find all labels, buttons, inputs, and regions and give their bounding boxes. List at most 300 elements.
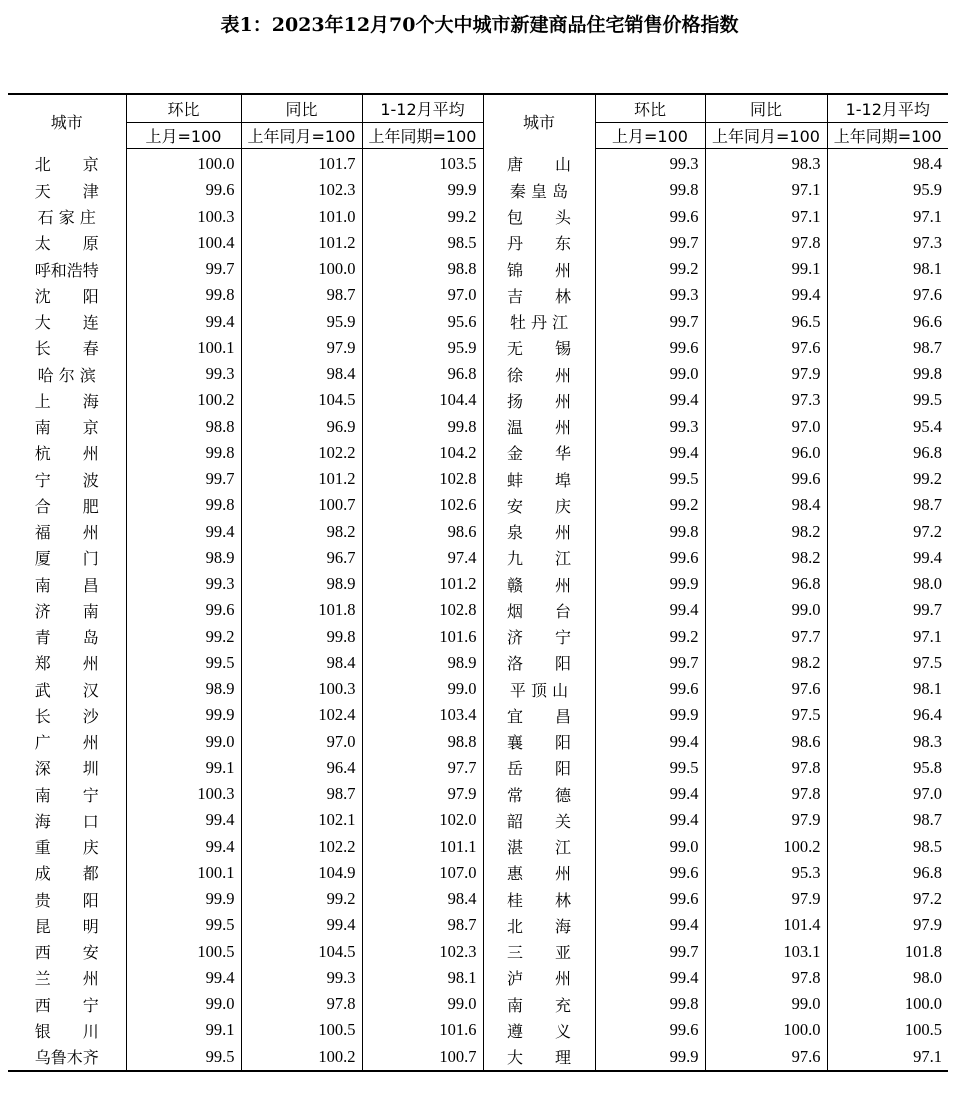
cell-mom-right: 99.0 [595, 361, 705, 387]
header-mom-base-right: 上月=100 [595, 123, 705, 149]
cell-mom-right: 99.8 [595, 177, 705, 203]
cell-yoy-left: 101.0 [241, 204, 362, 230]
table-row [8, 414, 948, 440]
cell-mom-left: 100.5 [126, 939, 241, 965]
cell-avg-right: 98.0 [913, 574, 942, 594]
cell-avg-left: 101.2 [362, 571, 483, 597]
cell-mom-left: 99.3 [126, 571, 241, 597]
table-row [8, 1017, 948, 1043]
cell-city-right: 平 顶 山 [483, 676, 595, 702]
cell-mom-left: 99.7 [126, 466, 241, 492]
cell-yoy-left: 101.2 [241, 230, 362, 256]
cell-avg-left: 99.2 [362, 204, 483, 230]
cell-yoy-left: 100.5 [241, 1017, 362, 1043]
cell-avg-left: 99.9 [362, 177, 483, 203]
cell-mom-right: 99.9 [595, 1044, 705, 1071]
table-row [8, 177, 948, 203]
cell-yoy-left: 100.0 [241, 256, 362, 282]
cell-avg-left: 97.4 [362, 545, 483, 571]
cell-mom-right: 99.2 [595, 492, 705, 518]
table-row [8, 335, 948, 361]
cell-mom-right: 99.4 [595, 965, 705, 991]
cell-avg-left: 104.2 [362, 440, 483, 466]
cell-mom-left: 99.5 [126, 912, 241, 938]
cell-avg-right: 101.8 [904, 941, 942, 961]
cell-yoy-left: 99.3 [241, 965, 362, 991]
cell-yoy-left: 98.2 [241, 519, 362, 545]
cell-avg-left: 102.8 [362, 597, 483, 623]
cell-avg-left: 102.3 [362, 939, 483, 965]
cell-avg-right: 97.9 [913, 915, 942, 935]
cell-yoy-right: 98.2 [705, 545, 827, 571]
cell-city-left: 兰 州 [8, 965, 126, 991]
cell-mom-right: 99.4 [595, 440, 705, 466]
cell-avg-left: 97.9 [362, 781, 483, 807]
table-header [8, 94, 948, 149]
cell-mom-left: 98.8 [126, 414, 241, 440]
cell-city-right: 韶 关 [483, 807, 595, 833]
header-mom-right: 环比 [595, 94, 705, 123]
cell-yoy-left: 102.2 [241, 440, 362, 466]
cell-avg-right: 95.4 [913, 416, 942, 436]
cell-yoy-right: 97.3 [705, 387, 827, 413]
cell-city-left: 济 南 [8, 597, 126, 623]
cell-yoy-right: 97.0 [705, 414, 827, 440]
table-row [8, 965, 948, 991]
cell-mom-left: 99.3 [126, 361, 241, 387]
table-row [8, 256, 948, 282]
cell-city-left: 长 春 [8, 335, 126, 361]
cell-avg-left: 103.4 [362, 702, 483, 728]
table-row [8, 230, 948, 256]
cell-yoy-left: 98.7 [241, 781, 362, 807]
cell-avg-right: 98.5 [913, 836, 942, 856]
cell-mom-right: 99.7 [595, 230, 705, 256]
cell-city-left: 天 津 [8, 177, 126, 203]
cell-city-right: 包 头 [483, 204, 595, 230]
cell-city-left: 西 宁 [8, 991, 126, 1017]
table-row [8, 729, 948, 755]
cell-avg-right: 97.3 [913, 232, 942, 252]
cell-city-left: 郑 州 [8, 650, 126, 676]
cell-mom-left: 99.4 [126, 807, 241, 833]
cell-city-right: 三 亚 [483, 939, 595, 965]
cell-avg-right: 97.6 [913, 285, 942, 305]
cell-yoy-left: 101.7 [241, 149, 362, 178]
cell-yoy-right: 97.8 [705, 781, 827, 807]
cell-city-right: 泸 州 [483, 965, 595, 991]
table-row [8, 309, 948, 335]
cell-avg-left: 101.6 [362, 624, 483, 650]
table-row [8, 991, 948, 1017]
cell-city-left: 广 州 [8, 729, 126, 755]
cell-city-right: 泉 州 [483, 519, 595, 545]
cell-avg-right: 100.0 [904, 994, 942, 1014]
cell-yoy-right: 96.5 [705, 309, 827, 335]
cell-city-left: 北 京 [8, 149, 126, 178]
cell-city-left: 成 都 [8, 860, 126, 886]
table-row [8, 361, 948, 387]
cell-yoy-left: 98.7 [241, 282, 362, 308]
cell-city-left: 南 宁 [8, 781, 126, 807]
cell-city-right: 南 充 [483, 991, 595, 1017]
cell-yoy-left: 100.2 [241, 1044, 362, 1071]
cell-avg-left: 101.6 [362, 1017, 483, 1043]
cell-city-left: 深 圳 [8, 755, 126, 781]
cell-city-right: 赣 州 [483, 571, 595, 597]
cell-city-right: 丹 东 [483, 230, 595, 256]
cell-yoy-left: 97.8 [241, 991, 362, 1017]
cell-yoy-left: 100.3 [241, 676, 362, 702]
cell-yoy-left: 96.4 [241, 755, 362, 781]
cell-yoy-left: 104.9 [241, 860, 362, 886]
header-yoy-base-left: 上年同月=100 [241, 123, 362, 149]
cell-mom-right: 99.7 [595, 309, 705, 335]
cell-city-left: 西 安 [8, 939, 126, 965]
cell-yoy-left: 102.1 [241, 807, 362, 833]
cell-yoy-left: 97.0 [241, 729, 362, 755]
cell-mom-right: 99.6 [595, 1017, 705, 1043]
cell-mom-left: 100.3 [126, 204, 241, 230]
cell-city-left: 武 汉 [8, 676, 126, 702]
table-row [8, 466, 948, 492]
cell-city-left: 长 沙 [8, 702, 126, 728]
table-row [8, 834, 948, 860]
cell-city-left: 上 海 [8, 387, 126, 413]
header-avg-base-right: 上年同期=100 [827, 123, 948, 149]
cell-avg-right: 98.1 [913, 679, 942, 699]
cell-avg-left: 98.7 [362, 912, 483, 938]
header-mom-base-left: 上月=100 [126, 123, 241, 149]
cell-yoy-right: 96.0 [705, 440, 827, 466]
cell-city-right: 烟 台 [483, 597, 595, 623]
cell-city-left: 昆 明 [8, 912, 126, 938]
cell-mom-right: 99.4 [595, 807, 705, 833]
cell-avg-left: 99.0 [362, 676, 483, 702]
cell-yoy-left: 104.5 [241, 387, 362, 413]
cell-mom-right: 99.8 [595, 519, 705, 545]
cell-avg-left: 104.4 [362, 387, 483, 413]
cell-yoy-right: 99.1 [705, 256, 827, 282]
table-row [8, 1044, 948, 1071]
cell-yoy-left: 98.9 [241, 571, 362, 597]
table-row [8, 912, 948, 938]
table-row [8, 597, 948, 623]
cell-yoy-left: 96.7 [241, 545, 362, 571]
cell-city-right: 大 理 [483, 1044, 595, 1071]
header-avg-right: 1-12月平均 [827, 94, 948, 123]
cell-avg-left: 99.8 [362, 414, 483, 440]
cell-mom-right: 99.6 [595, 204, 705, 230]
cell-yoy-right: 98.3 [705, 149, 827, 178]
cell-city-left: 银 川 [8, 1017, 126, 1043]
table-row [8, 781, 948, 807]
header-avg-base-left: 上年同期=100 [362, 123, 483, 149]
cell-mom-right: 99.6 [595, 335, 705, 361]
cell-avg-right: 99.2 [913, 469, 942, 489]
cell-avg-right: 97.2 [913, 521, 942, 541]
cell-city-left: 贵 阳 [8, 886, 126, 912]
cell-mom-left: 98.9 [126, 676, 241, 702]
cell-yoy-right: 97.7 [705, 624, 827, 650]
table-body [8, 149, 948, 1071]
header-avg-left: 1-12月平均 [362, 94, 483, 123]
cell-avg-left: 100.7 [362, 1044, 483, 1071]
cell-yoy-right: 99.4 [705, 282, 827, 308]
cell-city-right: 九 江 [483, 545, 595, 571]
cell-avg-right: 96.6 [913, 311, 942, 331]
cell-yoy-left: 99.4 [241, 912, 362, 938]
table-row [8, 387, 948, 413]
table-row [8, 282, 948, 308]
cell-avg-right: 98.4 [913, 154, 942, 174]
header-yoy-right: 同比 [705, 94, 827, 123]
cell-avg-right: 98.3 [913, 731, 942, 751]
cell-mom-left: 99.9 [126, 886, 241, 912]
cell-city-right: 金 华 [483, 440, 595, 466]
cell-yoy-right: 98.2 [705, 519, 827, 545]
cell-yoy-right: 96.8 [705, 571, 827, 597]
cell-yoy-right: 97.1 [705, 177, 827, 203]
cell-city-left: 合 肥 [8, 492, 126, 518]
cell-city-left: 重 庆 [8, 834, 126, 860]
cell-city-right: 秦 皇 岛 [483, 177, 595, 203]
cell-mom-right: 99.3 [595, 282, 705, 308]
cell-yoy-right: 98.6 [705, 729, 827, 755]
cell-city-right: 洛 阳 [483, 650, 595, 676]
cell-city-left: 海 口 [8, 807, 126, 833]
table-row [8, 939, 948, 965]
cell-city-right: 北 海 [483, 912, 595, 938]
cell-avg-left: 98.8 [362, 729, 483, 755]
cell-mom-right: 99.3 [595, 414, 705, 440]
cell-city-right: 惠 州 [483, 860, 595, 886]
cell-city-right: 徐 州 [483, 361, 595, 387]
cell-mom-left: 100.2 [126, 387, 241, 413]
table-row [8, 149, 948, 178]
cell-avg-right: 99.5 [913, 390, 942, 410]
table-row [8, 860, 948, 886]
cell-avg-right: 100.5 [904, 1020, 942, 1040]
cell-avg-left: 98.9 [362, 650, 483, 676]
cell-mom-right: 99.5 [595, 466, 705, 492]
table-row [8, 650, 948, 676]
cell-mom-left: 99.4 [126, 965, 241, 991]
cell-city-right: 唐 山 [483, 149, 595, 178]
cell-mom-right: 99.2 [595, 624, 705, 650]
cell-city-left: 呼和浩特 [8, 256, 126, 282]
cell-yoy-right: 97.9 [705, 361, 827, 387]
cell-yoy-left: 98.4 [241, 361, 362, 387]
cell-yoy-right: 97.9 [705, 886, 827, 912]
cell-mom-left: 99.5 [126, 1044, 241, 1071]
cell-yoy-left: 102.2 [241, 834, 362, 860]
cell-city-right: 襄 阳 [483, 729, 595, 755]
table-row [8, 676, 948, 702]
cell-avg-left: 102.0 [362, 807, 483, 833]
table-row [8, 702, 948, 728]
cell-city-right: 吉 林 [483, 282, 595, 308]
cell-yoy-left: 100.7 [241, 492, 362, 518]
cell-mom-left: 99.6 [126, 177, 241, 203]
cell-city-left: 南 京 [8, 414, 126, 440]
cell-avg-left: 102.6 [362, 492, 483, 518]
cell-mom-right: 99.6 [595, 886, 705, 912]
table-row [8, 519, 948, 545]
cell-city-right: 常 德 [483, 781, 595, 807]
cell-avg-left: 98.5 [362, 230, 483, 256]
cell-yoy-right: 97.5 [705, 702, 827, 728]
cell-avg-right: 97.5 [913, 652, 942, 672]
cell-yoy-right: 98.4 [705, 492, 827, 518]
cell-mom-left: 99.8 [126, 492, 241, 518]
cell-avg-right: 98.7 [913, 495, 942, 515]
cell-mom-left: 100.1 [126, 335, 241, 361]
table-row [8, 204, 948, 230]
cell-yoy-right: 97.1 [705, 204, 827, 230]
cell-city-right: 桂 林 [483, 886, 595, 912]
cell-mom-right: 99.4 [595, 729, 705, 755]
cell-mom-right: 99.4 [595, 597, 705, 623]
cell-yoy-right: 97.6 [705, 335, 827, 361]
cell-yoy-right: 103.1 [705, 939, 827, 965]
cell-yoy-right: 100.2 [705, 834, 827, 860]
cell-mom-left: 99.0 [126, 991, 241, 1017]
cell-avg-left: 107.0 [362, 860, 483, 886]
cell-mom-left: 99.5 [126, 650, 241, 676]
cell-city-left: 南 昌 [8, 571, 126, 597]
cell-mom-right: 99.4 [595, 387, 705, 413]
cell-avg-left: 101.1 [362, 834, 483, 860]
cell-yoy-right: 97.6 [705, 676, 827, 702]
cell-mom-left: 99.9 [126, 702, 241, 728]
cell-avg-right: 95.8 [913, 757, 942, 777]
cell-avg-right: 99.7 [913, 600, 942, 620]
cell-city-left: 乌鲁木齐 [8, 1044, 126, 1071]
cell-mom-left: 99.7 [126, 256, 241, 282]
cell-mom-left: 99.1 [126, 755, 241, 781]
cell-yoy-left: 99.2 [241, 886, 362, 912]
cell-avg-right: 97.0 [913, 784, 942, 804]
cell-city-right: 宜 昌 [483, 702, 595, 728]
cell-city-right: 济 宁 [483, 624, 595, 650]
cell-mom-right: 99.4 [595, 912, 705, 938]
cell-yoy-left: 99.8 [241, 624, 362, 650]
cell-mom-right: 99.9 [595, 571, 705, 597]
cell-avg-right: 99.4 [913, 547, 942, 567]
cell-city-right: 湛 江 [483, 834, 595, 860]
cell-city-left: 石 家 庄 [8, 204, 126, 230]
cell-mom-right: 99.6 [595, 860, 705, 886]
cell-avg-right: 96.8 [913, 442, 942, 462]
page-title: 表1：2023年12月70个大中城市新建商品住宅销售价格指数 [220, 14, 739, 36]
table-row [8, 571, 948, 597]
cell-mom-left: 100.1 [126, 860, 241, 886]
cell-mom-left: 100.0 [126, 149, 241, 178]
cell-yoy-left: 97.9 [241, 335, 362, 361]
cell-mom-left: 100.3 [126, 781, 241, 807]
header-city-left: 城市 [8, 94, 126, 149]
cell-mom-left: 99.0 [126, 729, 241, 755]
cell-mom-right: 99.6 [595, 676, 705, 702]
cell-avg-right: 95.9 [913, 180, 942, 200]
cell-yoy-right: 97.9 [705, 807, 827, 833]
cell-avg-right: 99.8 [913, 364, 942, 384]
cell-city-right: 遵 义 [483, 1017, 595, 1043]
cell-mom-right: 99.2 [595, 256, 705, 282]
cell-city-right: 岳 阳 [483, 755, 595, 781]
cell-avg-right: 98.1 [913, 259, 942, 279]
table-row [8, 807, 948, 833]
cell-yoy-right: 100.0 [705, 1017, 827, 1043]
cell-city-right: 蚌 埠 [483, 466, 595, 492]
cell-yoy-left: 98.4 [241, 650, 362, 676]
cell-city-left: 大 连 [8, 309, 126, 335]
cell-yoy-left: 101.8 [241, 597, 362, 623]
cell-avg-right: 97.2 [913, 889, 942, 909]
cell-yoy-left: 104.5 [241, 939, 362, 965]
cell-city-right: 无 锡 [483, 335, 595, 361]
cell-mom-right: 99.9 [595, 702, 705, 728]
cell-avg-right: 96.4 [913, 705, 942, 725]
cell-avg-left: 97.0 [362, 282, 483, 308]
cell-city-left: 厦 门 [8, 545, 126, 571]
cell-yoy-right: 97.8 [705, 230, 827, 256]
cell-avg-left: 99.0 [362, 991, 483, 1017]
cell-yoy-left: 102.4 [241, 702, 362, 728]
cell-yoy-right: 99.0 [705, 991, 827, 1017]
cell-mom-left: 99.8 [126, 282, 241, 308]
cell-avg-right: 97.1 [913, 206, 942, 226]
cell-city-left: 福 州 [8, 519, 126, 545]
cell-avg-right: 97.1 [827, 1044, 948, 1071]
table-row [8, 492, 948, 518]
cell-yoy-right: 99.0 [705, 597, 827, 623]
cell-mom-right: 99.7 [595, 939, 705, 965]
cell-city-right: 安 庆 [483, 492, 595, 518]
header-city-right: 城市 [483, 94, 595, 149]
cell-city-left: 宁 波 [8, 466, 126, 492]
cell-city-right: 锦 州 [483, 256, 595, 282]
cell-yoy-left: 96.9 [241, 414, 362, 440]
cell-avg-right: 96.8 [913, 862, 942, 882]
cell-yoy-right: 95.3 [705, 860, 827, 886]
cell-yoy-right: 101.4 [705, 912, 827, 938]
header-mom-left: 环比 [126, 94, 241, 123]
cell-mom-right: 99.0 [595, 834, 705, 860]
cell-mom-left: 99.4 [126, 834, 241, 860]
cell-avg-left: 95.6 [362, 309, 483, 335]
cell-mom-left: 99.4 [126, 309, 241, 335]
cell-avg-left: 97.7 [362, 755, 483, 781]
cell-avg-left: 96.8 [362, 361, 483, 387]
cell-avg-left: 98.4 [362, 886, 483, 912]
cell-avg-right: 98.7 [913, 810, 942, 830]
cell-mom-left: 99.4 [126, 519, 241, 545]
cell-avg-left: 98.8 [362, 256, 483, 282]
header-yoy-base-right: 上年同月=100 [705, 123, 827, 149]
cell-mom-left: 99.6 [126, 597, 241, 623]
cell-yoy-right: 98.2 [705, 650, 827, 676]
table-row [8, 886, 948, 912]
cell-city-left: 杭 州 [8, 440, 126, 466]
cell-mom-right: 99.5 [595, 755, 705, 781]
cell-mom-right: 99.7 [595, 650, 705, 676]
cell-avg-left: 98.6 [362, 519, 483, 545]
table-row [8, 755, 948, 781]
table-row [8, 624, 948, 650]
cell-mom-right: 99.3 [595, 149, 705, 178]
